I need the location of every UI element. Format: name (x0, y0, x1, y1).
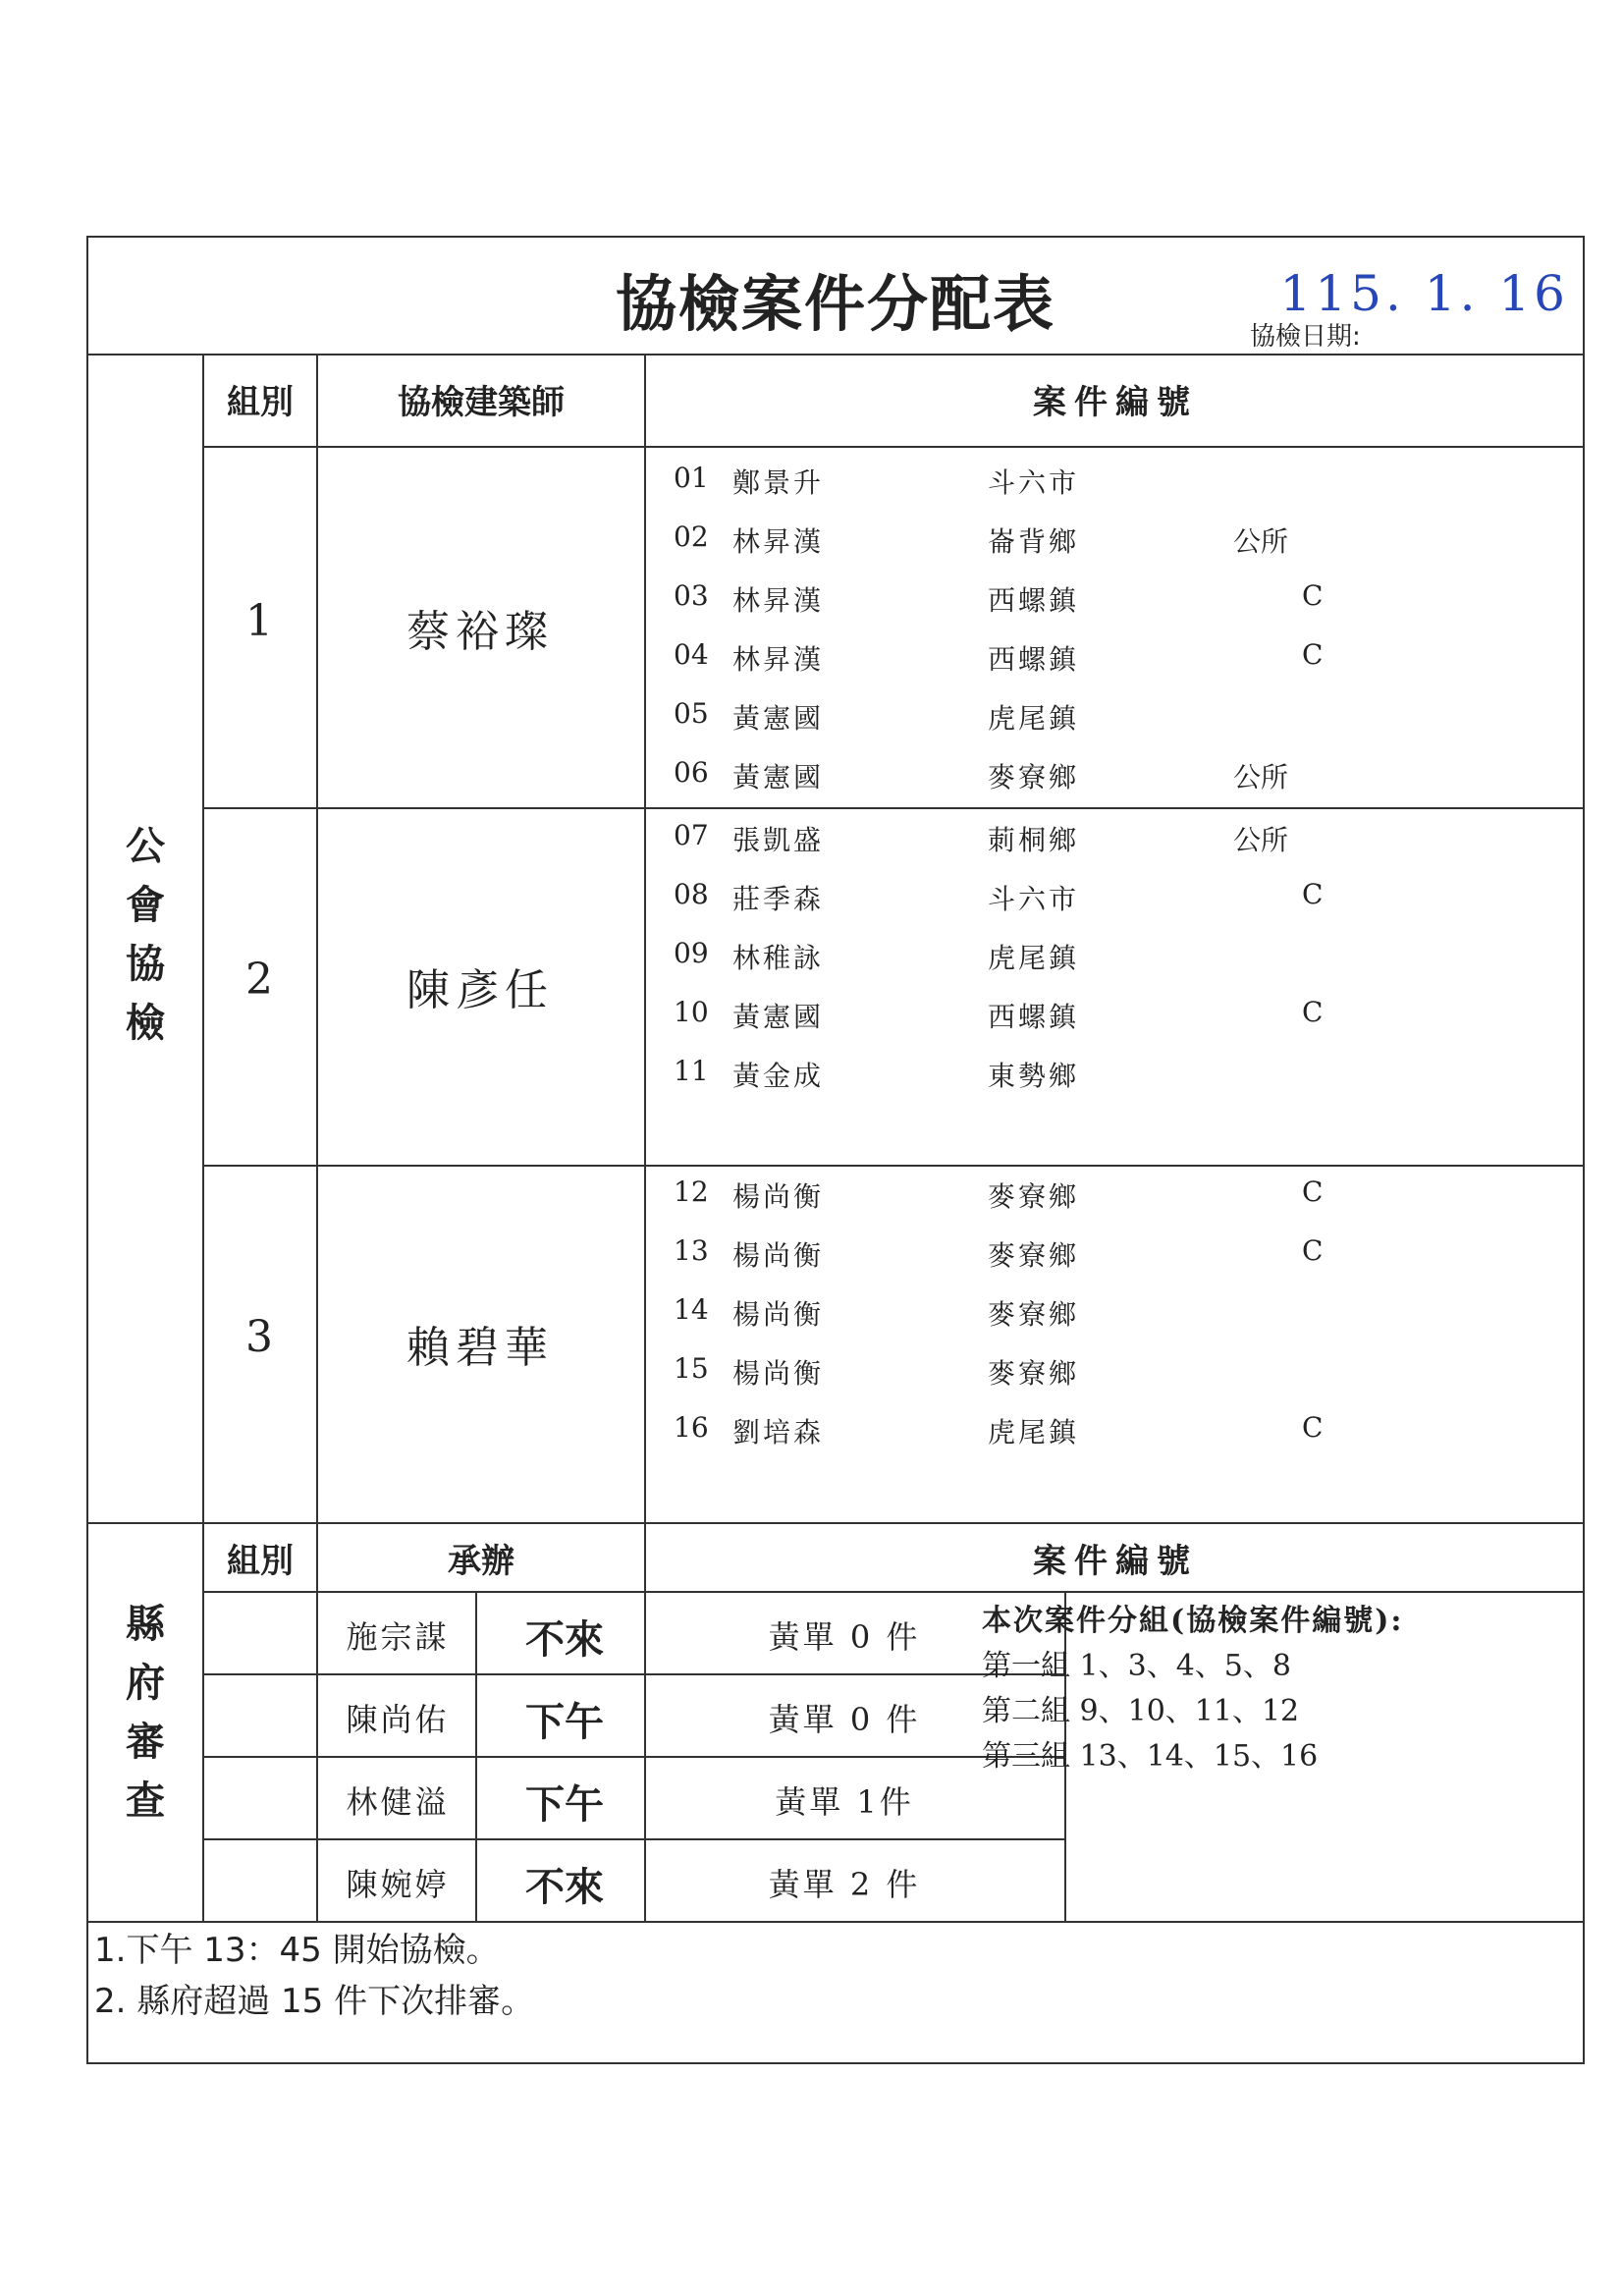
page-title: 協檢案件分配表 (615, 268, 1055, 340)
group-divider-2 (202, 1165, 1583, 1167)
reviewer-attendance: 不來 (525, 1865, 604, 1910)
case-number: 16 (674, 1411, 709, 1444)
case-town: 麥寮鄉 (988, 1180, 1080, 1213)
header-divider (202, 446, 1583, 448)
case-row (674, 937, 1577, 976)
case-number: 12 (674, 1175, 709, 1208)
grouping-title: 本次案件分組(協檢案件編號): (982, 1604, 1404, 1638)
county-cases-header: 案件編號 (1033, 1542, 1198, 1581)
case-row (674, 1352, 1577, 1392)
case-town: 虎尾鎮 (988, 1416, 1080, 1449)
case-number: 13 (674, 1234, 709, 1267)
date-stamp: 115. 1. 16 (1279, 265, 1569, 322)
case-applicant: 楊尚衡 (732, 1239, 825, 1272)
group-number: 2 (245, 955, 273, 1005)
case-number: 09 (674, 937, 709, 969)
case-town: 崙背鄉 (988, 525, 1080, 558)
case-applicant: 莊季森 (732, 883, 825, 915)
case-town: 斗六市 (988, 466, 1080, 499)
allocation-sheet (86, 236, 1585, 2064)
case-applicant: 黃憲國 (732, 761, 825, 793)
cases-column-header: 案件編號 (1033, 383, 1198, 422)
case-town: 麥寮鄉 (988, 1357, 1080, 1390)
case-number: 06 (674, 756, 709, 789)
case-applicant: 林稚詠 (732, 942, 825, 974)
architect-column-header: 協檢建築師 (398, 383, 565, 422)
case-row (674, 579, 1577, 619)
case-town: 麥寮鄉 (988, 761, 1080, 793)
county-row-divider-2 (202, 1756, 1064, 1758)
case-flag: C (1302, 1411, 1324, 1444)
reviewer-name: 陳婉婷 (346, 1866, 450, 1903)
title-divider (88, 354, 1583, 355)
case-town: 麥寮鄉 (988, 1298, 1080, 1331)
case-number: 04 (674, 638, 709, 671)
group-number: 3 (245, 1312, 273, 1362)
case-applicant: 鄭景升 (732, 466, 825, 499)
handler-column-header: 承辦 (448, 1542, 514, 1581)
case-town: 虎尾鎮 (988, 702, 1080, 735)
section-divider (88, 1522, 1583, 1524)
case-row (674, 1055, 1577, 1094)
yellow-slip-count: 黃單 2 件 (768, 1866, 921, 1903)
case-row (674, 1411, 1577, 1450)
case-applicant: 黃金成 (732, 1060, 825, 1092)
case-town: 斗六市 (988, 883, 1080, 915)
yellow-slip-count: 黃單 1件 (775, 1783, 914, 1821)
case-row (674, 1234, 1577, 1274)
case-number: 03 (674, 579, 709, 612)
case-note: 公所 (1233, 824, 1289, 856)
case-number: 05 (674, 697, 709, 730)
architect-name: 賴碧華 (406, 1323, 554, 1373)
case-applicant: 張凱盛 (732, 824, 825, 856)
reviewer-name: 施宗謀 (346, 1618, 450, 1656)
association-section-label: 公會協檢 (126, 824, 165, 1046)
architect-name: 陳彥任 (406, 965, 554, 1015)
case-row (674, 1293, 1577, 1333)
case-town: 西螺鎮 (988, 584, 1080, 617)
case-applicant: 劉培森 (732, 1416, 825, 1449)
case-row (674, 638, 1577, 678)
case-note: 公所 (1233, 761, 1289, 793)
group-column-header: 組別 (227, 383, 294, 422)
case-flag: C (1302, 996, 1324, 1028)
col-divider-name (644, 354, 646, 1921)
case-town: 虎尾鎮 (988, 942, 1080, 974)
date-label: 協檢日期: (1250, 322, 1361, 352)
case-applicant: 楊尚衡 (732, 1357, 825, 1390)
case-number: 02 (674, 520, 709, 553)
case-row (674, 697, 1577, 737)
note-line: 1.下午 13：45 開始協檢。 (94, 1931, 500, 1970)
case-town: 東勢鄉 (988, 1060, 1080, 1092)
case-applicant: 楊尚衡 (732, 1180, 825, 1213)
county-header-divider (202, 1591, 1583, 1593)
group-number: 1 (245, 596, 273, 646)
grouping-line: 第三組 13、14、15、16 (982, 1739, 1319, 1774)
case-row (674, 996, 1577, 1035)
col-divider-section (202, 354, 204, 1921)
case-applicant: 楊尚衡 (732, 1298, 825, 1331)
county-row-divider-3 (202, 1838, 1064, 1840)
reviewer-attendance: 不來 (525, 1617, 604, 1663)
case-flag: C (1302, 579, 1324, 612)
case-row (674, 520, 1577, 560)
case-flag: C (1302, 1175, 1324, 1208)
case-row (674, 878, 1577, 917)
grouping-line: 第二組 9、10、11、12 (982, 1694, 1300, 1728)
reviewer-name: 林健溢 (346, 1783, 450, 1821)
case-note: 公所 (1233, 525, 1289, 558)
col-divider-group (316, 354, 318, 1921)
case-applicant: 林昇漢 (732, 584, 825, 617)
case-flag: C (1302, 878, 1324, 910)
group-divider-1 (202, 807, 1583, 809)
grouping-line: 第一組 1、3、4、5、8 (982, 1649, 1291, 1683)
case-number: 01 (674, 462, 709, 494)
county-group-header: 組別 (227, 1542, 294, 1581)
county-section-label: 縣府審查 (126, 1602, 165, 1824)
case-number: 11 (674, 1055, 709, 1087)
note-line: 2. 縣府超過 15 件下次排審。 (94, 1982, 535, 2021)
case-applicant: 林昇漢 (732, 525, 825, 558)
case-row (674, 462, 1577, 501)
case-flag: C (1302, 638, 1324, 671)
case-number: 10 (674, 996, 709, 1028)
case-number: 15 (674, 1352, 709, 1385)
case-number: 07 (674, 819, 709, 851)
case-row (674, 819, 1577, 858)
notes (88, 1925, 1561, 2027)
reviewer-attendance: 下午 (525, 1700, 604, 1745)
case-town: 莿桐鄉 (988, 824, 1080, 856)
case-applicant: 林昇漢 (732, 643, 825, 676)
case-applicant: 黃憲國 (732, 702, 825, 735)
notes-divider (88, 1921, 1583, 1923)
case-town: 麥寮鄉 (988, 1239, 1080, 1272)
case-row (674, 1175, 1577, 1215)
reviewer-name: 陳尚佑 (346, 1701, 450, 1738)
yellow-slip-count: 黃單 0 件 (768, 1701, 921, 1738)
case-applicant: 黃憲國 (732, 1001, 825, 1033)
architect-name: 蔡裕璨 (406, 607, 554, 657)
county-row-divider-1 (202, 1673, 1064, 1675)
case-number: 08 (674, 878, 709, 910)
case-row (674, 756, 1577, 795)
case-number: 14 (674, 1293, 709, 1326)
case-town: 西螺鎮 (988, 1001, 1080, 1033)
reviewer-attendance: 下午 (525, 1782, 604, 1828)
yellow-slip-count: 黃單 0 件 (768, 1618, 921, 1656)
case-grouping-summary (982, 1599, 1403, 1779)
case-flag: C (1302, 1234, 1324, 1267)
case-town: 西螺鎮 (988, 643, 1080, 676)
